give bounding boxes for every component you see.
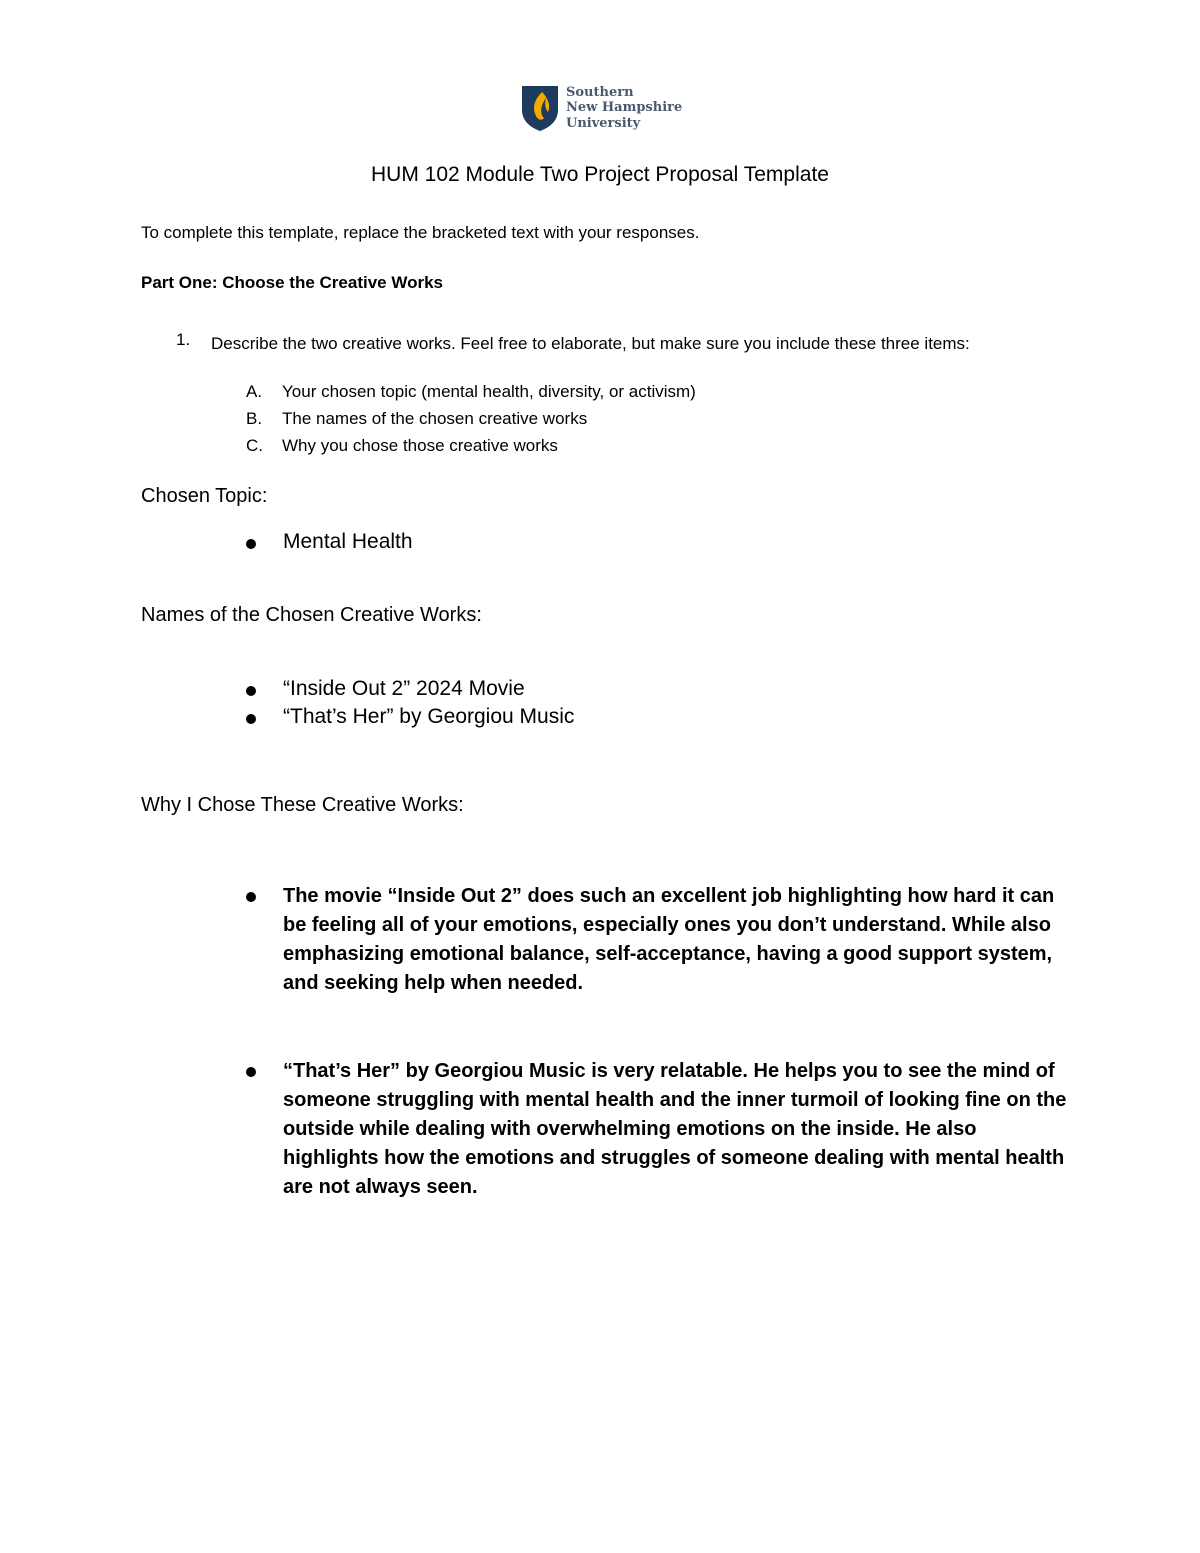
chosen-topic-heading: Chosen Topic: <box>141 485 268 507</box>
work-bullet: “That’s Her” by Georgiou Music <box>283 705 575 728</box>
subitem-text: Your chosen topic (mental health, diversity, or activism) <box>282 382 696 401</box>
document-title: HUM 102 Module Two Project Proposal Template <box>371 163 829 186</box>
reason-paragraph: “That’s Her” by Georgiou Music is very relatable. He helps you to see the mind of someone struggling with mental health and the inner turmoil of looking fine on the outside while dealing with overwhelming emotions on the inside. He also highlights how the emotions and struggles of someone dealing with mental health are not always seen. <box>283 1060 1067 1198</box>
bullet-icon <box>246 539 256 549</box>
reason-paragraph: The movie “Inside Out 2” does such an excellent job highlighting how hard it can be feeling all of your emotions, especially ones you don’t understand. While also emphasizing emotional balance, self-acceptance, having a good support system, and seeking help when needed. <box>283 885 1055 994</box>
subitem-text: The names of the chosen creative works <box>282 409 588 428</box>
bullet-icon <box>246 892 256 902</box>
bullet-icon <box>246 686 256 696</box>
part-one-heading: Part One: Choose the Creative Works <box>141 273 443 292</box>
bullet-icon <box>246 714 256 724</box>
subitem-text: Why you chose those creative works <box>282 436 558 455</box>
work-bullet: “Inside Out 2” 2024 Movie <box>283 677 525 700</box>
prompt-number: 1. <box>176 330 191 349</box>
reasons-heading: Why I Chose These Creative Works: <box>141 794 464 816</box>
subitem-letter: A. <box>246 382 263 401</box>
logo-line-1: Southern <box>566 84 634 100</box>
university-logo <box>520 83 682 133</box>
instructions-text: To complete this template, replace the bracketed text with your responses. <box>141 223 700 242</box>
works-heading: Names of the Chosen Creative Works: <box>141 604 482 626</box>
logo-line-3: University <box>566 115 641 131</box>
subitem-letter: B. <box>246 409 263 428</box>
subitem-letter: C. <box>246 436 263 455</box>
prompt-text: Describe the two creative works. Feel free to elaborate, but make sure you include these three items: <box>211 334 970 353</box>
logo-wordmark <box>566 85 682 132</box>
topic-bullet: Mental Health <box>283 530 413 553</box>
bullet-icon <box>246 1067 256 1077</box>
shield-flame-icon <box>520 84 560 132</box>
logo-line-2: New Hampshire <box>566 100 683 116</box>
